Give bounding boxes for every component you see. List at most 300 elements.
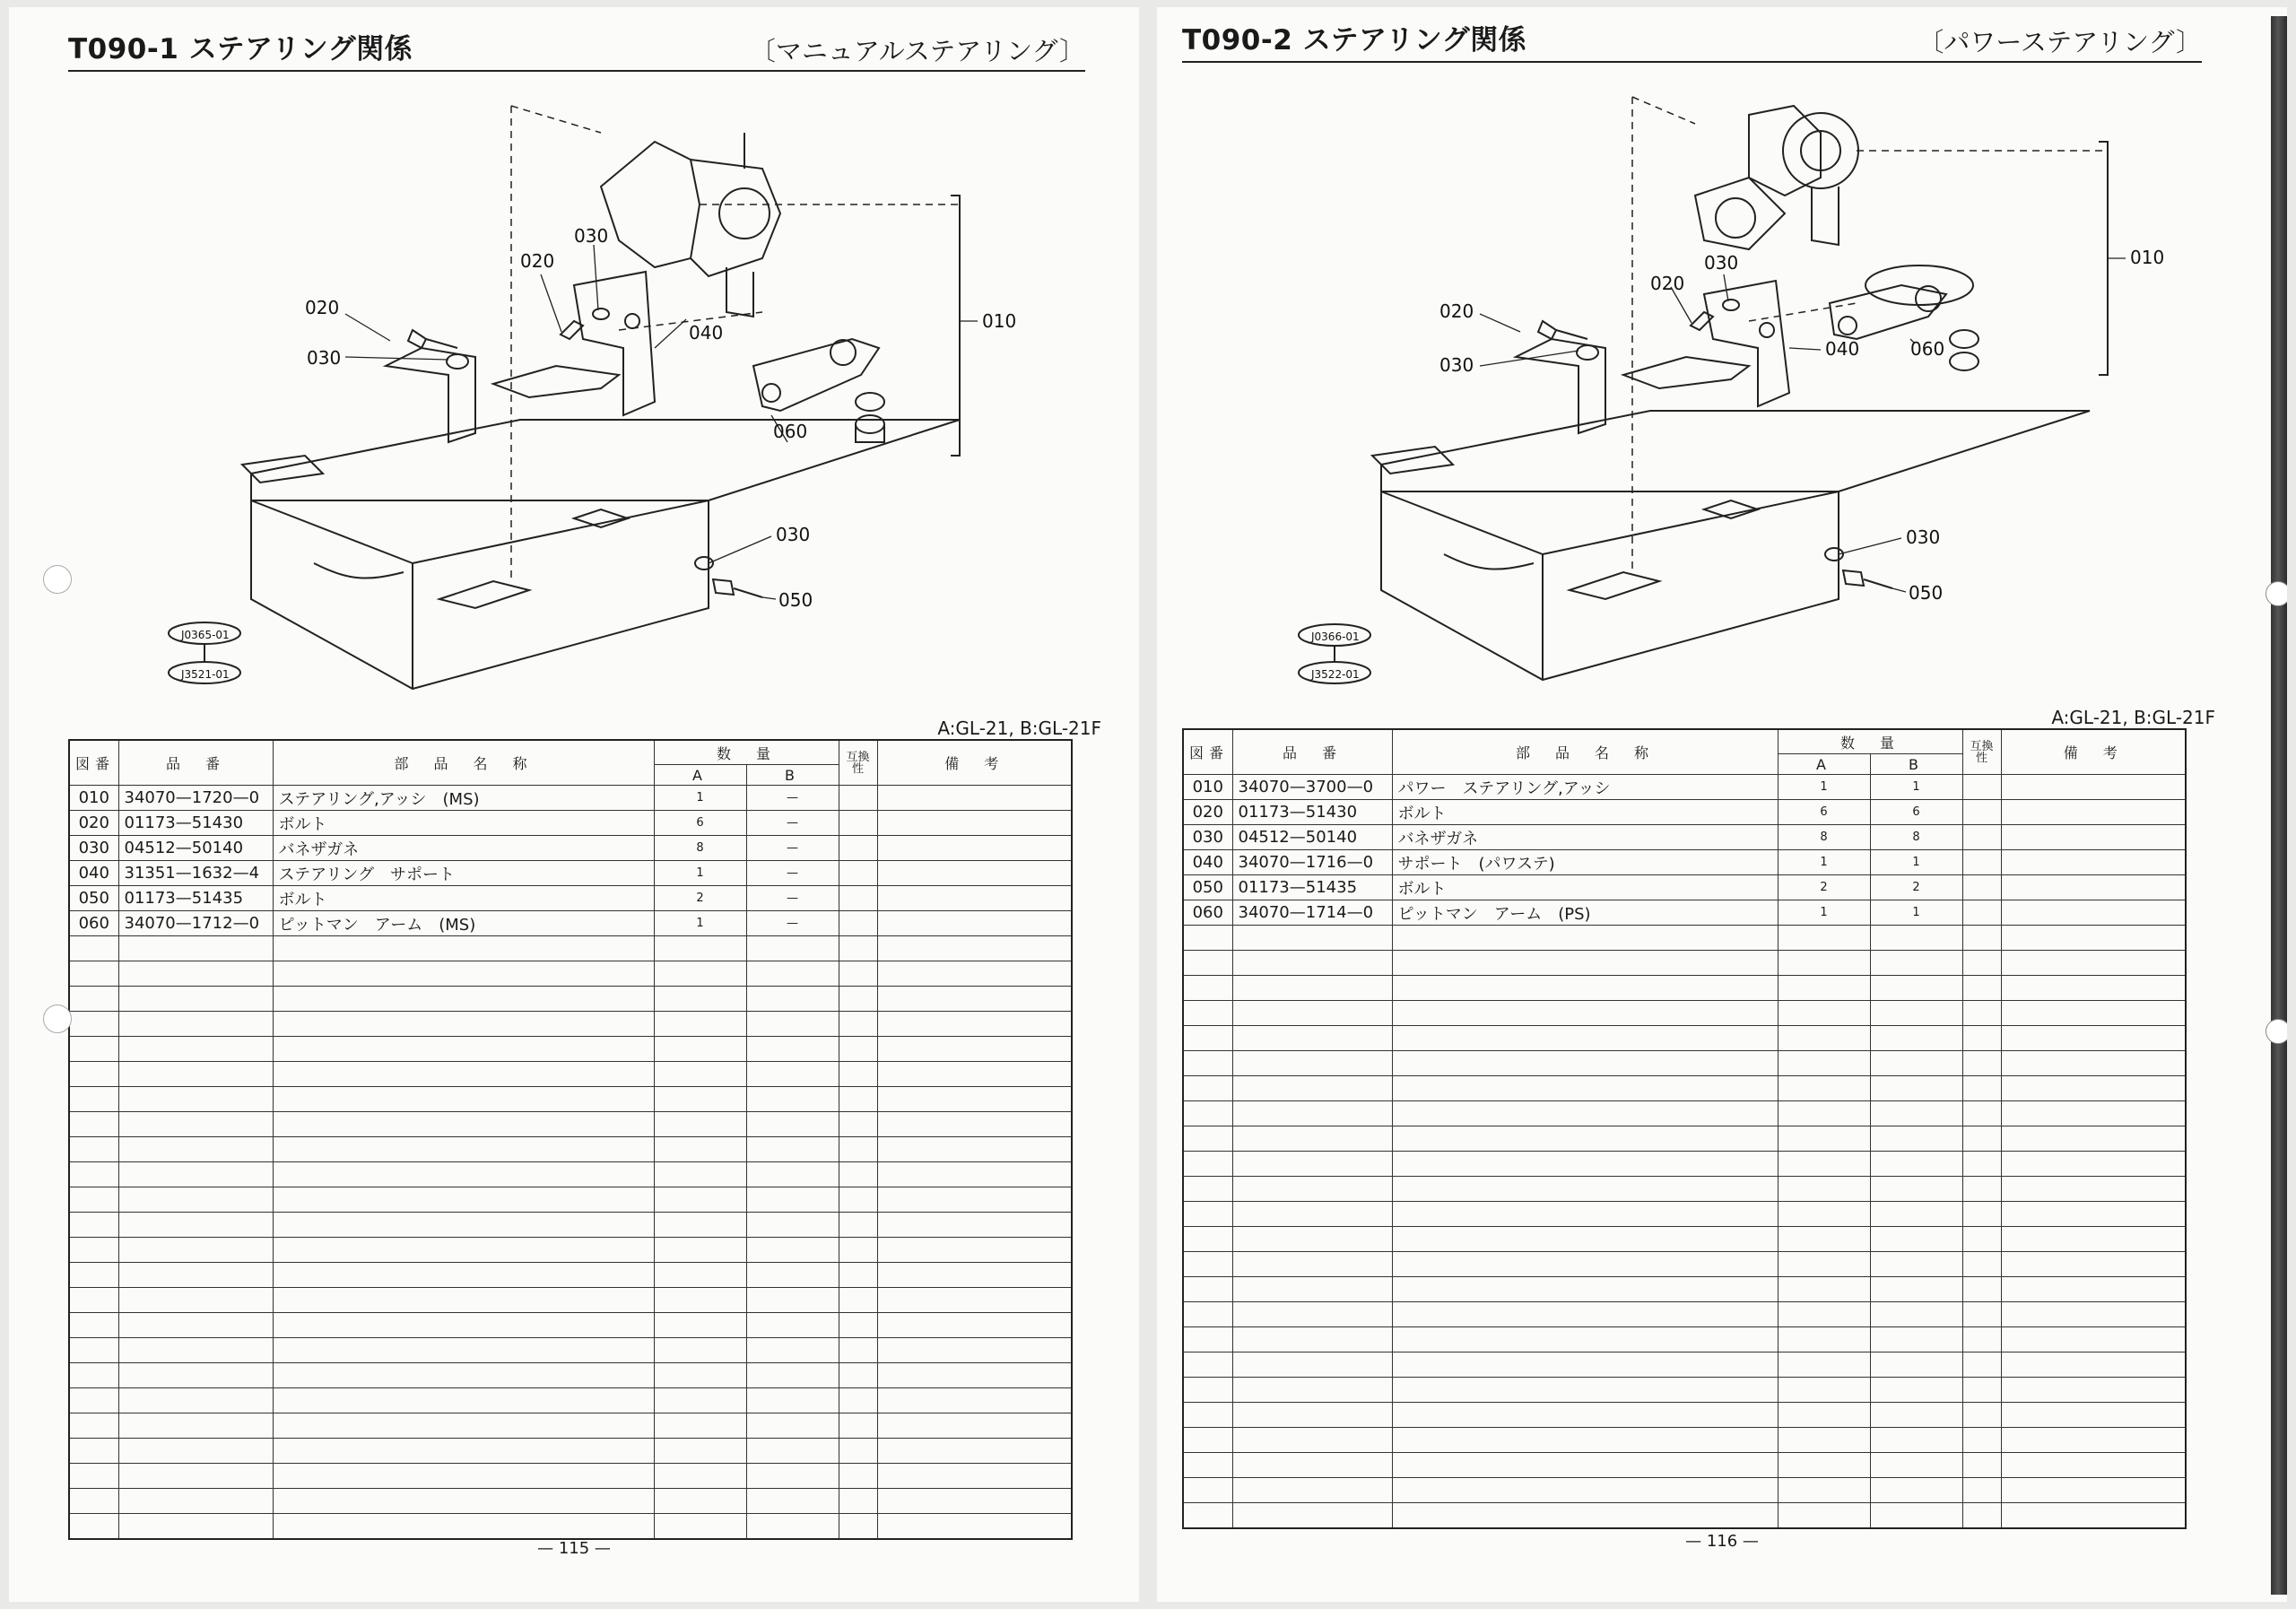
cell-note xyxy=(2001,1302,2186,1327)
cell-name: ボルト xyxy=(1392,875,1778,900)
cell-b: — xyxy=(746,836,839,861)
cell-b xyxy=(1870,1152,1962,1177)
cell-note xyxy=(2001,1252,2186,1277)
empty-row xyxy=(1183,1051,2186,1076)
table-row xyxy=(69,911,1072,936)
empty-row xyxy=(1183,1252,2186,1277)
cell-note xyxy=(877,1313,1072,1338)
cell-b: — xyxy=(746,911,839,936)
cell-a xyxy=(654,1012,746,1037)
cell-part xyxy=(1232,1227,1392,1252)
col-header-qty-a: A xyxy=(654,765,746,786)
cell-no: 050 xyxy=(1183,875,1232,900)
cell-note xyxy=(877,1213,1072,1238)
cell-b xyxy=(746,1012,839,1037)
cell-a: 8 xyxy=(1778,825,1870,850)
cell-name xyxy=(273,1288,654,1313)
binder-spine xyxy=(2271,16,2287,1595)
empty-row xyxy=(1183,1101,2186,1126)
cell-no xyxy=(1183,1403,1232,1428)
cell-compat xyxy=(1962,1152,2001,1177)
cell-a xyxy=(1778,1177,1870,1202)
cell-b xyxy=(1870,1302,1962,1327)
cell-part xyxy=(118,1489,273,1514)
cell-b xyxy=(1870,1453,1962,1478)
empty-row xyxy=(1183,976,2186,1001)
cell-a: 6 xyxy=(654,811,746,836)
cell-note xyxy=(2001,951,2186,976)
cell-no: 060 xyxy=(69,911,118,936)
empty-row xyxy=(69,1363,1072,1388)
cell-name: サポート (パワステ) xyxy=(1392,850,1778,875)
cell-b xyxy=(1870,1252,1962,1277)
cell-compat xyxy=(1962,1101,2001,1126)
cell-part xyxy=(1232,926,1392,951)
cell-note xyxy=(2001,1428,2186,1453)
cell-a xyxy=(654,1238,746,1263)
col-header-name: 部 品 名 称 xyxy=(273,740,654,786)
cell-note xyxy=(877,836,1072,861)
callout-010: 010 xyxy=(982,310,1017,332)
cell-a xyxy=(654,1137,746,1162)
empty-row xyxy=(69,1238,1072,1263)
cell-name: パワー ステアリング,アッシ xyxy=(1392,775,1778,800)
cell-compat xyxy=(1962,1327,2001,1352)
cell-a: 1 xyxy=(654,861,746,886)
cell-compat xyxy=(839,886,877,911)
cell-b xyxy=(1870,926,1962,951)
cell-b xyxy=(1870,1352,1962,1378)
empty-row xyxy=(1183,1327,2186,1352)
cell-no xyxy=(69,1464,118,1489)
cell-note xyxy=(2001,926,2186,951)
col-header-qty-b: B xyxy=(746,765,839,786)
cell-a xyxy=(1778,1252,1870,1277)
cell-name xyxy=(273,1363,654,1388)
cell-compat xyxy=(1962,1126,2001,1152)
cell-compat xyxy=(1962,1277,2001,1302)
cell-a xyxy=(1778,1051,1870,1076)
cell-b xyxy=(746,936,839,961)
cell-name xyxy=(273,1413,654,1439)
cell-a xyxy=(1778,1277,1870,1302)
cell-part xyxy=(118,1012,273,1037)
cell-no xyxy=(1183,1152,1232,1177)
cell-part xyxy=(1232,1503,1392,1529)
cell-b xyxy=(746,1037,839,1062)
table-row xyxy=(1183,900,2186,926)
cell-compat xyxy=(839,1288,877,1313)
catalog-page-116 xyxy=(1157,7,2287,1602)
empty-row xyxy=(69,1263,1072,1288)
cell-compat xyxy=(1962,1076,2001,1101)
cell-no xyxy=(1183,1302,1232,1327)
cell-no: 010 xyxy=(69,786,118,811)
cell-a: 6 xyxy=(1778,800,1870,825)
cell-note xyxy=(877,1162,1072,1187)
table-row xyxy=(69,836,1072,861)
cell-a: 1 xyxy=(654,911,746,936)
cell-b xyxy=(1870,1378,1962,1403)
cell-compat xyxy=(1962,850,2001,875)
cell-b xyxy=(746,1062,839,1087)
cell-part xyxy=(118,1062,273,1087)
cell-no: 030 xyxy=(69,836,118,861)
cell-name xyxy=(1392,1227,1778,1252)
col-header-compat: 互換性 xyxy=(1962,729,2001,775)
cell-a xyxy=(654,1464,746,1489)
cell-name xyxy=(273,1213,654,1238)
cell-part xyxy=(1232,1001,1392,1026)
callout-030: 030 xyxy=(574,225,609,247)
page-number: — 116 — xyxy=(1685,1532,1759,1551)
cell-b xyxy=(746,1288,839,1313)
binder-hole xyxy=(2266,581,2287,606)
cell-name xyxy=(1392,1001,1778,1026)
cell-compat xyxy=(839,1037,877,1062)
cell-compat xyxy=(1962,825,2001,850)
cell-name xyxy=(273,1338,654,1363)
cell-compat xyxy=(839,811,877,836)
cell-note xyxy=(877,861,1072,886)
cell-part xyxy=(1232,1051,1392,1076)
section-title: T090-2 ステアリング関係 xyxy=(1182,24,1527,57)
cell-part xyxy=(118,936,273,961)
empty-row xyxy=(69,1464,1072,1489)
cell-compat xyxy=(1962,976,2001,1001)
cell-name xyxy=(1392,1302,1778,1327)
cell-a xyxy=(1778,1503,1870,1529)
table-row xyxy=(69,886,1072,911)
cell-no xyxy=(69,1012,118,1037)
parts-table xyxy=(1182,728,2187,1529)
cell-part xyxy=(1232,1277,1392,1302)
cell-name: バネザガネ xyxy=(1392,825,1778,850)
cell-name xyxy=(1392,976,1778,1001)
cell-name xyxy=(1392,1503,1778,1529)
cell-name xyxy=(1392,1453,1778,1478)
cell-name xyxy=(1392,1026,1778,1051)
cell-compat xyxy=(1962,1503,2001,1529)
cell-note xyxy=(877,1413,1072,1439)
cell-b xyxy=(746,1263,839,1288)
cell-name xyxy=(273,1388,654,1413)
empty-row xyxy=(69,987,1072,1012)
cell-b xyxy=(1870,1503,1962,1529)
cell-a xyxy=(1778,1478,1870,1503)
cell-b xyxy=(1870,976,1962,1001)
cell-part xyxy=(118,1514,273,1540)
cell-no xyxy=(1183,1478,1232,1503)
cell-part: 34070—1720—0 xyxy=(118,786,273,811)
cell-compat xyxy=(839,1514,877,1540)
page-header xyxy=(1182,18,2202,63)
cell-a xyxy=(1778,1227,1870,1252)
cell-no xyxy=(69,1112,118,1137)
cell-part xyxy=(1232,1177,1392,1202)
cell-note xyxy=(2001,1101,2186,1126)
cell-b xyxy=(746,1413,839,1439)
cell-compat xyxy=(1962,775,2001,800)
cell-no xyxy=(69,1162,118,1187)
cell-no xyxy=(69,1263,118,1288)
cell-no xyxy=(1183,1101,1232,1126)
cell-no xyxy=(1183,926,1232,951)
cell-a xyxy=(654,1087,746,1112)
cell-a xyxy=(1778,1152,1870,1177)
empty-row xyxy=(1183,1126,2186,1152)
cell-b: 8 xyxy=(1870,825,1962,850)
cell-part xyxy=(1232,1302,1392,1327)
drawing-ref: J0366-01 xyxy=(1311,631,1360,643)
cell-a xyxy=(654,1213,746,1238)
cell-no: 040 xyxy=(69,861,118,886)
empty-row xyxy=(1183,1352,2186,1378)
cell-name xyxy=(1392,951,1778,976)
cell-b xyxy=(1870,1202,1962,1227)
cell-compat xyxy=(839,1112,877,1137)
cell-a: 1 xyxy=(1778,900,1870,926)
cell-name: ピットマン アーム (PS) xyxy=(1392,900,1778,926)
cell-a xyxy=(654,1413,746,1439)
cell-no xyxy=(69,1439,118,1464)
empty-row xyxy=(69,1388,1072,1413)
cell-note xyxy=(877,1288,1072,1313)
cell-a xyxy=(1778,1327,1870,1352)
cell-note xyxy=(2001,1177,2186,1202)
cell-part xyxy=(118,1037,273,1062)
cell-no xyxy=(1183,1076,1232,1101)
cell-note xyxy=(2001,800,2186,825)
cell-b xyxy=(1870,1403,1962,1428)
cell-compat xyxy=(839,1187,877,1213)
cell-a xyxy=(654,1514,746,1540)
empty-row xyxy=(1183,1277,2186,1302)
cell-name xyxy=(1392,1352,1778,1378)
cell-a xyxy=(1778,1378,1870,1403)
empty-row xyxy=(1183,1428,2186,1453)
col-header-part: 品 番 xyxy=(118,740,273,786)
cell-a: 2 xyxy=(654,886,746,911)
cell-no xyxy=(69,1489,118,1514)
drawing-ref: J0365-01 xyxy=(181,629,230,641)
cell-name xyxy=(273,1062,654,1087)
cell-compat xyxy=(1962,1378,2001,1403)
cell-no xyxy=(1183,1428,1232,1453)
table-row xyxy=(69,811,1072,836)
col-header-qty-a: A xyxy=(1778,754,1870,775)
cell-b xyxy=(746,1313,839,1338)
cell-name xyxy=(1392,1277,1778,1302)
empty-row xyxy=(69,1514,1072,1540)
page-header xyxy=(68,27,1085,72)
cell-name: バネザガネ xyxy=(273,836,654,861)
cell-note xyxy=(877,1187,1072,1213)
cell-name xyxy=(1392,1428,1778,1453)
cell-compat xyxy=(839,1238,877,1263)
cell-name xyxy=(1392,926,1778,951)
cell-no xyxy=(69,936,118,961)
cell-part xyxy=(118,1112,273,1137)
empty-row xyxy=(69,1213,1072,1238)
col-header-compat: 互換性 xyxy=(839,740,877,786)
cell-part: 31351—1632—4 xyxy=(118,861,273,886)
cell-a xyxy=(654,1187,746,1213)
empty-row xyxy=(1183,951,2186,976)
cell-no xyxy=(1183,1227,1232,1252)
cell-compat xyxy=(1962,1026,2001,1051)
cell-note xyxy=(877,1489,1072,1514)
callout-030: 030 xyxy=(307,347,342,369)
cell-name: ピットマン アーム (MS) xyxy=(273,911,654,936)
cell-note xyxy=(877,1338,1072,1363)
cell-compat xyxy=(839,1489,877,1514)
cell-part xyxy=(118,987,273,1012)
cell-note xyxy=(877,1037,1072,1062)
cell-a xyxy=(654,987,746,1012)
cell-note xyxy=(2001,1403,2186,1428)
cell-no xyxy=(69,1363,118,1388)
cell-no xyxy=(69,1238,118,1263)
cell-note xyxy=(877,1112,1072,1137)
cell-b xyxy=(746,987,839,1012)
cell-no xyxy=(1183,1001,1232,1026)
cell-part xyxy=(1232,1327,1392,1352)
cell-b xyxy=(746,1489,839,1514)
cell-name xyxy=(1392,1252,1778,1277)
cell-part xyxy=(118,1313,273,1338)
cell-b: — xyxy=(746,861,839,886)
cell-note xyxy=(2001,1277,2186,1302)
callout-030: 030 xyxy=(1704,252,1739,274)
cell-no xyxy=(1183,1503,1232,1529)
cell-name xyxy=(1392,1101,1778,1126)
cell-part xyxy=(1232,1152,1392,1177)
callout-020: 020 xyxy=(1439,300,1474,322)
cell-a: 2 xyxy=(1778,875,1870,900)
cell-b xyxy=(746,1213,839,1238)
cell-b xyxy=(746,1238,839,1263)
cell-part: 01173—51435 xyxy=(118,886,273,911)
cell-b xyxy=(1870,1101,1962,1126)
cell-note xyxy=(2001,976,2186,1001)
cell-b xyxy=(746,1162,839,1187)
cell-name xyxy=(1392,1126,1778,1152)
table-row xyxy=(1183,875,2186,900)
empty-row xyxy=(1183,926,2186,951)
cell-a xyxy=(654,1363,746,1388)
cell-no: 010 xyxy=(1183,775,1232,800)
callout-030: 030 xyxy=(1439,354,1474,376)
cell-a xyxy=(654,1112,746,1137)
cell-part xyxy=(118,1137,273,1162)
empty-row xyxy=(1183,1026,2186,1051)
cell-compat xyxy=(839,1213,877,1238)
exploded-parts-diagram xyxy=(1283,70,2179,689)
cell-no xyxy=(1183,1453,1232,1478)
cell-note xyxy=(2001,1051,2186,1076)
cell-b xyxy=(1870,1478,1962,1503)
cell-note xyxy=(877,1062,1072,1087)
cell-no xyxy=(69,987,118,1012)
cell-compat xyxy=(1962,900,2001,926)
cell-a xyxy=(1778,976,1870,1001)
empty-row xyxy=(69,936,1072,961)
cell-b xyxy=(746,961,839,987)
cell-part xyxy=(118,1413,273,1439)
callout-020: 020 xyxy=(520,250,555,272)
cell-no xyxy=(1183,1378,1232,1403)
cell-compat xyxy=(839,987,877,1012)
cell-part xyxy=(1232,951,1392,976)
cell-compat xyxy=(839,1263,877,1288)
cell-no xyxy=(69,1137,118,1162)
cell-name xyxy=(273,1012,654,1037)
cell-b xyxy=(1870,1001,1962,1026)
cell-compat xyxy=(1962,1302,2001,1327)
cell-note xyxy=(2001,1001,2186,1026)
cell-b xyxy=(746,1464,839,1489)
cell-part xyxy=(1232,1252,1392,1277)
cell-no xyxy=(1183,1352,1232,1378)
cell-part xyxy=(118,1338,273,1363)
cell-part: 01173—51430 xyxy=(118,811,273,836)
cell-part xyxy=(118,1288,273,1313)
callout-040: 040 xyxy=(1825,338,1860,360)
cell-a xyxy=(654,1162,746,1187)
cell-name xyxy=(273,1037,654,1062)
cell-a xyxy=(654,1263,746,1288)
drawing-ref: J3521-01 xyxy=(181,668,230,681)
cell-part xyxy=(1232,1453,1392,1478)
col-header-note: 備 考 xyxy=(2001,729,2186,775)
empty-row xyxy=(69,1439,1072,1464)
col-header-qty: 数 量 xyxy=(1778,729,1962,754)
cell-b xyxy=(746,1514,839,1540)
empty-row xyxy=(69,1062,1072,1087)
empty-row xyxy=(1183,1453,2186,1478)
cell-part xyxy=(118,1363,273,1388)
cell-compat xyxy=(1962,1352,2001,1378)
cell-no xyxy=(69,1338,118,1363)
cell-no: 020 xyxy=(69,811,118,836)
cell-no xyxy=(69,1213,118,1238)
cell-compat xyxy=(839,1087,877,1112)
cell-name xyxy=(273,1087,654,1112)
cell-b xyxy=(1870,951,1962,976)
cell-no xyxy=(1183,1026,1232,1051)
cell-a xyxy=(1778,1101,1870,1126)
cell-part xyxy=(1232,1478,1392,1503)
cell-part xyxy=(1232,1428,1392,1453)
cell-b: 1 xyxy=(1870,900,1962,926)
cell-compat xyxy=(1962,875,2001,900)
cell-note xyxy=(877,1363,1072,1388)
cell-compat xyxy=(839,1388,877,1413)
cell-note xyxy=(2001,1026,2186,1051)
cell-b xyxy=(1870,1227,1962,1252)
cell-a xyxy=(1778,1453,1870,1478)
cell-name xyxy=(273,987,654,1012)
cell-no xyxy=(1183,1177,1232,1202)
cell-name: ボルト xyxy=(1392,800,1778,825)
cell-b: 1 xyxy=(1870,850,1962,875)
cell-no xyxy=(1183,1126,1232,1152)
cell-compat xyxy=(1962,1051,2001,1076)
cell-part xyxy=(1232,1076,1392,1101)
cell-note xyxy=(877,936,1072,961)
cell-a xyxy=(1778,1302,1870,1327)
